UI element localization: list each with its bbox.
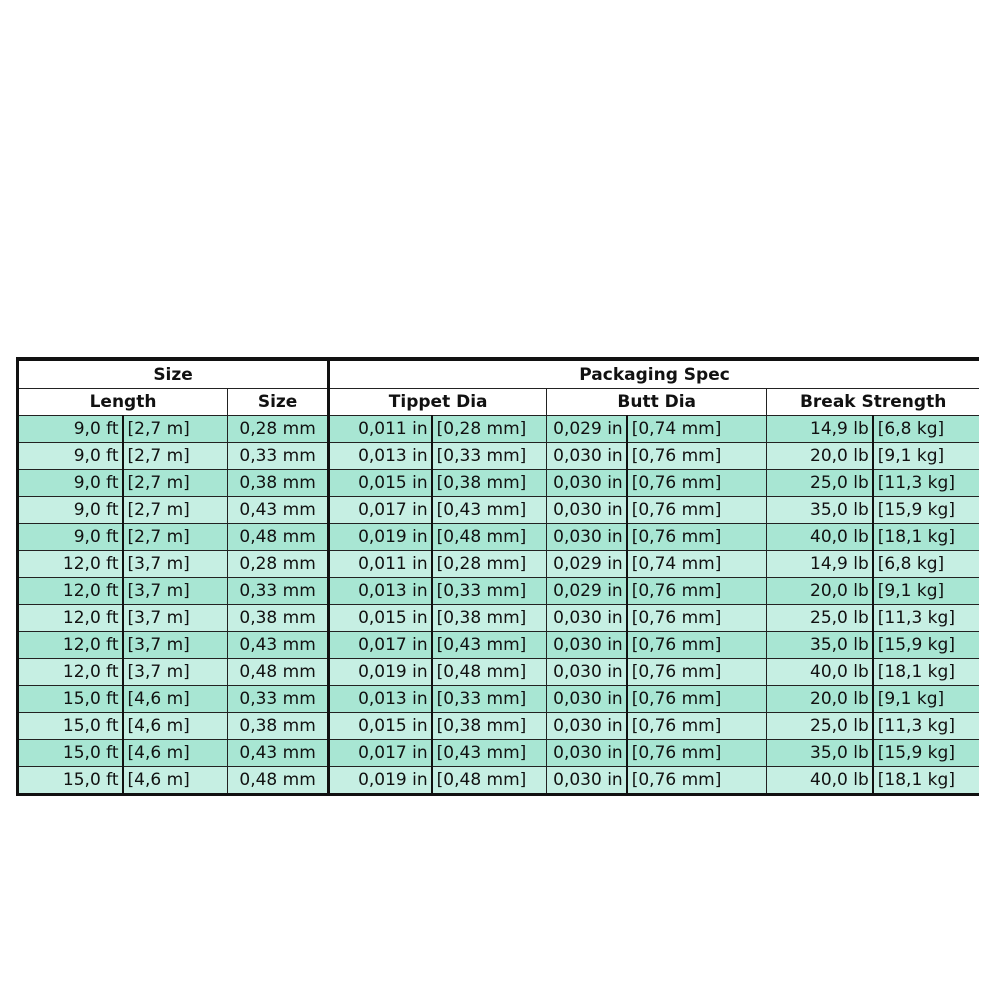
size-cell: 0,43 mm (228, 740, 329, 767)
butt-metric-cell: [0,76 mm] (627, 632, 767, 659)
tippet-imperial-cell: 0,019 in (329, 659, 432, 686)
length-metric-cell: [4,6 m] (123, 740, 228, 767)
break-metric-cell: [18,1 kg] (873, 659, 979, 686)
table-row (18, 443, 980, 470)
butt-metric-cell: [0,76 mm] (627, 659, 767, 686)
table-row (18, 659, 980, 686)
tippet-metric-cell: [0,28 mm] (432, 551, 547, 578)
butt-imperial-cell: 0,030 in (547, 713, 627, 740)
butt-metric-cell: [0,76 mm] (627, 578, 767, 605)
tippet-metric-cell: [0,48 mm] (432, 659, 547, 686)
length-header: Length (18, 389, 228, 416)
column-header-row (18, 389, 980, 416)
length-imperial-cell: 9,0 ft (18, 524, 123, 551)
butt-metric-cell: [0,76 mm] (627, 767, 767, 795)
butt-imperial-cell: 0,030 in (547, 659, 627, 686)
break-metric-cell: [9,1 kg] (873, 686, 979, 713)
size-cell: 0,33 mm (228, 443, 329, 470)
tippet-metric-cell: [0,43 mm] (432, 632, 547, 659)
table-row (18, 686, 980, 713)
size-group-header: Size (18, 359, 329, 389)
break-metric-cell: [6,8 kg] (873, 551, 979, 578)
length-metric-cell: [2,7 m] (123, 470, 228, 497)
length-imperial-cell: 15,0 ft (18, 740, 123, 767)
butt-imperial-cell: 0,030 in (547, 605, 627, 632)
table-row (18, 578, 980, 605)
size-cell: 0,38 mm (228, 470, 329, 497)
break-imperial-cell: 35,0 lb (767, 497, 873, 524)
break-imperial-cell: 25,0 lb (767, 470, 873, 497)
butt-imperial-cell: 0,030 in (547, 470, 627, 497)
break-imperial-cell: 25,0 lb (767, 713, 873, 740)
length-metric-cell: [2,7 m] (123, 524, 228, 551)
size-cell: 0,33 mm (228, 578, 329, 605)
length-metric-cell: [3,7 m] (123, 605, 228, 632)
length-imperial-cell: 15,0 ft (18, 767, 123, 795)
break-imperial-cell: 40,0 lb (767, 659, 873, 686)
butt-imperial-cell: 0,030 in (547, 740, 627, 767)
length-metric-cell: [2,7 m] (123, 443, 228, 470)
length-metric-cell: [3,7 m] (123, 632, 228, 659)
break-imperial-cell: 20,0 lb (767, 686, 873, 713)
size-cell: 0,48 mm (228, 767, 329, 795)
length-metric-cell: [3,7 m] (123, 659, 228, 686)
length-imperial-cell: 9,0 ft (18, 416, 123, 443)
tippet-imperial-cell: 0,019 in (329, 524, 432, 551)
table-row (18, 605, 980, 632)
break-imperial-cell: 40,0 lb (767, 524, 873, 551)
tippet-imperial-cell: 0,011 in (329, 551, 432, 578)
break-imperial-cell: 20,0 lb (767, 443, 873, 470)
butt-metric-cell: [0,76 mm] (627, 713, 767, 740)
tippet-metric-cell: [0,33 mm] (432, 686, 547, 713)
length-imperial-cell: 12,0 ft (18, 659, 123, 686)
break-metric-cell: [9,1 kg] (873, 578, 979, 605)
table-row (18, 497, 980, 524)
table-body (18, 416, 980, 795)
table-row (18, 713, 980, 740)
tippet-metric-cell: [0,48 mm] (432, 767, 547, 795)
length-imperial-cell: 15,0 ft (18, 713, 123, 740)
length-imperial-cell: 9,0 ft (18, 470, 123, 497)
size-header: Size (228, 389, 329, 416)
butt-imperial-cell: 0,030 in (547, 767, 627, 795)
break-imperial-cell: 35,0 lb (767, 740, 873, 767)
length-metric-cell: [3,7 m] (123, 578, 228, 605)
length-imperial-cell: 9,0 ft (18, 443, 123, 470)
tippet-metric-cell: [0,33 mm] (432, 443, 547, 470)
length-imperial-cell: 12,0 ft (18, 551, 123, 578)
tippet-metric-cell: [0,43 mm] (432, 497, 547, 524)
length-metric-cell: [4,6 m] (123, 713, 228, 740)
butt-imperial-cell: 0,030 in (547, 686, 627, 713)
tippet-metric-cell: [0,28 mm] (432, 416, 547, 443)
tippet-imperial-cell: 0,017 in (329, 632, 432, 659)
break-metric-cell: [9,1 kg] (873, 443, 979, 470)
tippet-imperial-cell: 0,015 in (329, 605, 432, 632)
butt-metric-cell: [0,76 mm] (627, 443, 767, 470)
tippet-metric-cell: [0,33 mm] (432, 578, 547, 605)
butt-metric-cell: [0,76 mm] (627, 470, 767, 497)
break-metric-cell: [15,9 kg] (873, 632, 979, 659)
butt-imperial-cell: 0,030 in (547, 632, 627, 659)
break-imperial-cell: 35,0 lb (767, 632, 873, 659)
butt-imperial-cell: 0,030 in (547, 524, 627, 551)
break-metric-cell: [11,3 kg] (873, 470, 979, 497)
tippet-imperial-cell: 0,017 in (329, 497, 432, 524)
table-row (18, 767, 980, 795)
size-cell: 0,48 mm (228, 524, 329, 551)
size-cell: 0,43 mm (228, 497, 329, 524)
packaging-group-header: Packaging Spec (329, 359, 979, 389)
tippet-imperial-cell: 0,015 in (329, 713, 432, 740)
break-metric-cell: [6,8 kg] (873, 416, 979, 443)
tippet-imperial-cell: 0,017 in (329, 740, 432, 767)
butt-imperial-cell: 0,029 in (547, 551, 627, 578)
length-imperial-cell: 9,0 ft (18, 497, 123, 524)
length-metric-cell: [4,6 m] (123, 686, 228, 713)
tippet-imperial-cell: 0,011 in (329, 416, 432, 443)
size-cell: 0,28 mm (228, 416, 329, 443)
butt-imperial-cell: 0,029 in (547, 578, 627, 605)
break-metric-cell: [11,3 kg] (873, 605, 979, 632)
tippet-imperial-cell: 0,013 in (329, 578, 432, 605)
butt-metric-cell: [0,74 mm] (627, 551, 767, 578)
length-imperial-cell: 15,0 ft (18, 686, 123, 713)
tippet-metric-cell: [0,38 mm] (432, 470, 547, 497)
table-row (18, 524, 980, 551)
length-metric-cell: [2,7 m] (123, 497, 228, 524)
length-imperial-cell: 12,0 ft (18, 578, 123, 605)
tippet-metric-cell: [0,38 mm] (432, 605, 547, 632)
butt-imperial-cell: 0,029 in (547, 416, 627, 443)
length-metric-cell: [3,7 m] (123, 551, 228, 578)
length-metric-cell: [4,6 m] (123, 767, 228, 795)
tippet-imperial-cell: 0,019 in (329, 767, 432, 795)
butt-metric-cell: [0,76 mm] (627, 524, 767, 551)
tippet-imperial-cell: 0,013 in (329, 686, 432, 713)
length-imperial-cell: 12,0 ft (18, 632, 123, 659)
table-row (18, 470, 980, 497)
length-imperial-cell: 12,0 ft (18, 605, 123, 632)
tippet-metric-cell: [0,43 mm] (432, 740, 547, 767)
size-cell: 0,28 mm (228, 551, 329, 578)
table-row (18, 551, 980, 578)
break-imperial-cell: 40,0 lb (767, 767, 873, 795)
size-cell: 0,43 mm (228, 632, 329, 659)
break-metric-cell: [15,9 kg] (873, 740, 979, 767)
tippet-imperial-cell: 0,013 in (329, 443, 432, 470)
butt-metric-cell: [0,74 mm] (627, 416, 767, 443)
length-metric-cell: [2,7 m] (123, 416, 228, 443)
butt-imperial-cell: 0,030 in (547, 497, 627, 524)
break-metric-cell: [15,9 kg] (873, 497, 979, 524)
table-row (18, 632, 980, 659)
tippet-imperial-cell: 0,015 in (329, 470, 432, 497)
butt-metric-cell: [0,76 mm] (627, 686, 767, 713)
break-metric-cell: [18,1 kg] (873, 767, 979, 795)
size-cell: 0,33 mm (228, 686, 329, 713)
table-row (18, 740, 980, 767)
break-strength-header: Break Strength (767, 389, 979, 416)
size-cell: 0,48 mm (228, 659, 329, 686)
break-imperial-cell: 14,9 lb (767, 551, 873, 578)
tippet-metric-cell: [0,48 mm] (432, 524, 547, 551)
size-cell: 0,38 mm (228, 605, 329, 632)
break-metric-cell: [11,3 kg] (873, 713, 979, 740)
butt-dia-header: Butt Dia (547, 389, 767, 416)
break-metric-cell: [18,1 kg] (873, 524, 979, 551)
butt-metric-cell: [0,76 mm] (627, 497, 767, 524)
break-imperial-cell: 25,0 lb (767, 605, 873, 632)
break-imperial-cell: 20,0 lb (767, 578, 873, 605)
group-header-row (18, 359, 980, 389)
break-imperial-cell: 14,9 lb (767, 416, 873, 443)
size-cell: 0,38 mm (228, 713, 329, 740)
tippet-dia-header: Tippet Dia (329, 389, 547, 416)
butt-metric-cell: [0,76 mm] (627, 605, 767, 632)
packaging-spec-table (16, 357, 979, 796)
butt-imperial-cell: 0,030 in (547, 443, 627, 470)
tippet-metric-cell: [0,38 mm] (432, 713, 547, 740)
table-row (18, 416, 980, 443)
butt-metric-cell: [0,76 mm] (627, 740, 767, 767)
